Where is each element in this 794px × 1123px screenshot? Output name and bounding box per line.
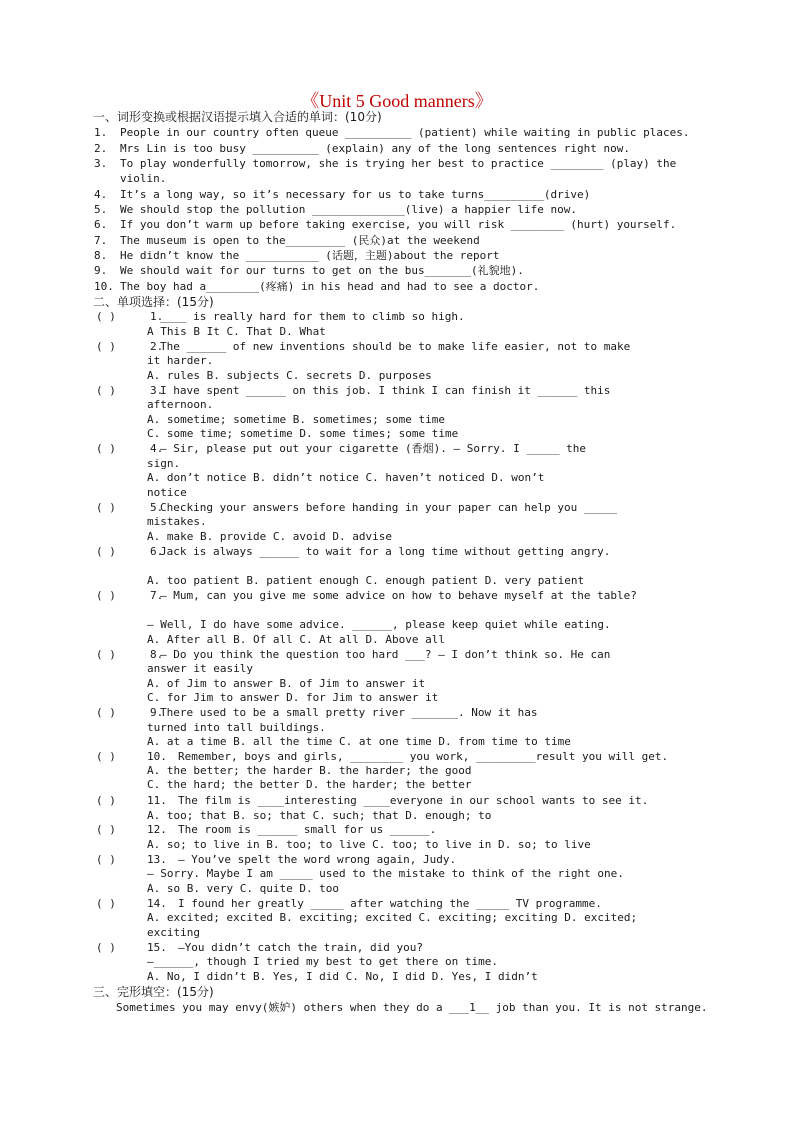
question-text: turned into tall buildings. [147,721,326,734]
answer-options: A. at a time B. all the time C. at one time D. from time to time [147,735,571,748]
answer-options: C. for Jim to answer D. for Jim to answer it [147,691,439,704]
question-text: He didn’t know the ___________ (话题，主题)about the report [120,249,500,262]
answer-blank[interactable]: ( ) [96,823,116,836]
question-number: 2. [94,142,108,155]
answer-options: A. too patient B. patient enough C. enough patient D. very patient [147,574,585,587]
cloze-passage-text: Sometimes you may envy(嫉妒) others when they do a ___1__ job than you. It is not strange. [116,1001,708,1014]
question-text: violin. [120,172,167,185]
question-text: sign. [147,457,181,470]
question-number: 3. [94,157,108,170]
section-heading-vocabulary: 一、词形变换或根据汉语提示填入合适的单词：(10分) [93,110,382,124]
question-text: If you don’t warm up before taking exercise, you will risk ________ (hurt) yourself. [120,218,677,231]
question-text: it harder. [147,354,214,367]
answer-blank[interactable]: ( ) [96,750,116,763]
question-number: 15. [147,941,167,954]
answer-options: A. sometime; sometime B. sometimes; some time [147,413,446,426]
question-text: We should wait for our turns to get on the bus_______(礼貌地). [120,264,524,277]
question-stem: The film is ____interesting ____everyone in our school wants to see it. [178,794,649,807]
question-number: 10. [94,280,114,293]
question-number: 3. [150,384,164,397]
question-stem: —You didn’t catch the train, did you? [178,941,424,954]
section-heading-cloze: 三、完形填空：(15分) [93,985,214,999]
answer-options: C. some time; sometime D. some times; some time [147,427,459,440]
question-text: exciting [147,926,200,939]
question-text: To play wonderfully tomorrow, she is trying her best to practice ________ (play) the [120,157,677,170]
question-number: 2. [150,340,164,353]
question-text: —______, though I tried my best to get there on time. [147,955,498,968]
answer-options: A. After all B. Of all C. At all D. Above all [147,633,446,646]
question-number: 5. [94,203,108,216]
question-stem: The room is ______ small for us ______. [178,823,437,836]
question-number: 14. [147,897,167,910]
question-text: The museum is open to the_________ (民众)at the weekend [120,234,480,247]
question-stem: The ______ of new inventions should be to make life easier, not to make [160,340,631,353]
answer-options: A. of Jim to answer B. of Jim to answer it [147,677,426,690]
answer-options: A. don’t notice B. didn’t notice C. haven’t noticed D. won’t [147,471,545,484]
answer-options: C. the hard; the better D. the harder; the better [147,778,472,791]
question-text: It’s a long way, so it’s necessary for us to take turns_________(drive) [120,188,591,201]
question-stem: Checking your answers before handing in your paper can help you _____ [160,501,617,514]
question-text: People in our country often queue __________ (patient) while waiting in public places. [120,126,690,139]
question-text: mistakes. [147,515,207,528]
answer-blank[interactable]: ( ) [96,310,116,323]
answer-blank[interactable]: ( ) [96,794,116,807]
question-number: 12. [147,823,167,836]
question-number: 11. [147,794,167,807]
question-number: 4. [94,188,108,201]
question-stem: ____ is really hard for them to climb so high. [160,310,465,323]
question-text: — Well, I do have some advice. ______, please keep quiet while eating. [147,618,611,631]
question-number: 1. [150,310,164,323]
question-text: answer it easily [147,662,253,675]
answer-options: A. excited; excited B. exciting; excited C. exciting; exciting D. excited; [147,911,638,924]
question-number: 7. [94,234,108,247]
question-number: 6. [150,545,164,558]
question-number: 5. [150,501,164,514]
answer-blank[interactable]: ( ) [96,706,116,719]
question-text: We should stop the pollution ______________(live) a happier life now. [120,203,577,216]
question-number: 8. [150,648,164,661]
answer-blank[interactable]: ( ) [96,897,116,910]
answer-blank[interactable]: ( ) [96,340,116,353]
answer-options: A. so; to live in B. too; to live C. too; to live in D. so; to live [147,838,591,851]
question-text: The boy had a________(疼痛) in his head and had to see a doctor. [120,280,540,293]
answer-blank[interactable]: ( ) [96,589,116,602]
answer-blank[interactable]: ( ) [96,501,116,514]
answer-blank[interactable]: ( ) [96,442,116,455]
question-number: 10. [147,750,167,763]
question-stem: Jack is always ______ to wait for a long time without getting angry. [160,545,611,558]
answer-options: A. so B. very C. quite D. too [147,882,340,895]
answer-options: A. make B. provide C. avoid D. advise [147,530,393,543]
question-stem: — You’ve spelt the word wrong again, Judy. [178,853,457,866]
answer-options: A. No, I didn’t B. Yes, I did C. No, I did D. Yes, I didn’t [147,970,538,983]
question-stem: Remember, boys and girls, ________ you work, _________result you will get. [178,750,669,763]
question-text: afternoon. [147,398,214,411]
question-stem: I have spent ______ on this job. I think I can finish it ______ this [160,384,611,397]
answer-options: A This B It C. That D. What [147,325,326,338]
question-stem: — Do you think the question too hard ___? — I don’t think so. He can [160,648,611,661]
answer-blank[interactable]: ( ) [96,853,116,866]
question-stem: — Sir, please put out your cigarette (香烟). — Sorry. I _____ the [160,442,586,455]
section-heading-single-choice: 二、单项选择：(15分) [93,295,214,309]
answer-options: A. the better; the harder B. the harder; the good [147,764,472,777]
question-text: notice [147,486,187,499]
question-text: — Sorry. Maybe I am _____ used to the mistake to think of the right one. [147,867,624,880]
answer-options: A. too; that B. so; that C. such; that D. enough; to [147,809,492,822]
question-number: 9. [94,264,108,277]
question-number: 1. [94,126,108,139]
answer-blank[interactable]: ( ) [96,648,116,661]
question-number: 6. [94,218,108,231]
question-number: 9. [150,706,164,719]
question-stem: I found her greatly _____ after watching the _____ TV programme. [178,897,602,910]
question-number: 7. [150,589,164,602]
worksheet-title: 《Unit 5 Good manners》 [301,91,493,111]
question-number: 13. [147,853,167,866]
question-text: Mrs Lin is too busy __________ (explain) any of the long sentences right now. [120,142,630,155]
answer-options: A. rules B. subjects C. secrets D. purposes [147,369,432,382]
question-number: 4. [150,442,164,455]
answer-blank[interactable]: ( ) [96,941,116,954]
answer-blank[interactable]: ( ) [96,545,116,558]
question-stem: — Mum, can you give me some advice on how to behave myself at the table? [160,589,637,602]
question-stem: There used to be a small pretty river _______. Now it has [160,706,538,719]
answer-blank[interactable]: ( ) [96,384,116,397]
question-number: 8. [94,249,108,262]
